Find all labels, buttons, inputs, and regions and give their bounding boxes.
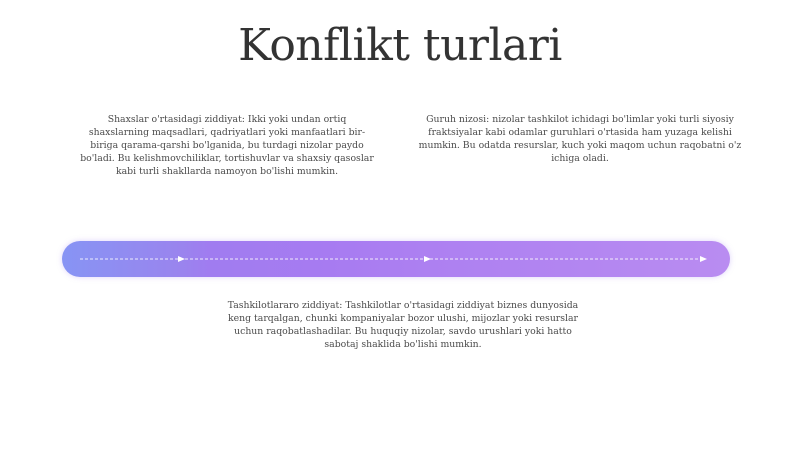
text-block-interorganizational: Tashkilotlararo ziddiyat: Tashkilotlar o'rtasidagi ziddiyat biznes dunyosida keng tarqalgan, chunki kompaniyalar bozor ulushi, mijozlar yoki resurslar uchun raqobatlashadilar. Bu huquqiy nizolar, savdo urushlari yoki hatto sabotaj shaklida bo'lishi mumkin. xyxy=(227,300,579,350)
timeline-arrows xyxy=(62,241,730,277)
text-block-group: Guruh nizosi: nizolar tashkilot ichidagi bo'limlar yoki turli siyosiy fraktsiyalar kabi odamlar guruhlari o'rtasida ham yuzaga kelishi mumkin. Bu odatda resurslar, kuch yoki maqom uchun raqobatni o'z ichiga oladi. xyxy=(418,114,742,164)
arrow-head-2-icon xyxy=(424,256,431,262)
slide-title: Konflikt turlari xyxy=(238,20,562,71)
arrow-head-3-icon xyxy=(700,256,707,262)
text-block-interpersonal: Shaxslar o'rtasidagi ziddiyat: Ikki yoki undan ortiq shaxslarning maqsadlari, qadriyatlari yoki manfaatlari bir-biriga qarama-qarshi bo'lganida, bu turdagi nizolar paydo bo'ladi. Bu kelishmovchiliklar, tortishuvlar va shaxsiy qasoslar kabi turli shakllarda namoyon bo'lishi mumkin. xyxy=(80,114,374,177)
arrow-head-1-icon xyxy=(178,256,185,262)
